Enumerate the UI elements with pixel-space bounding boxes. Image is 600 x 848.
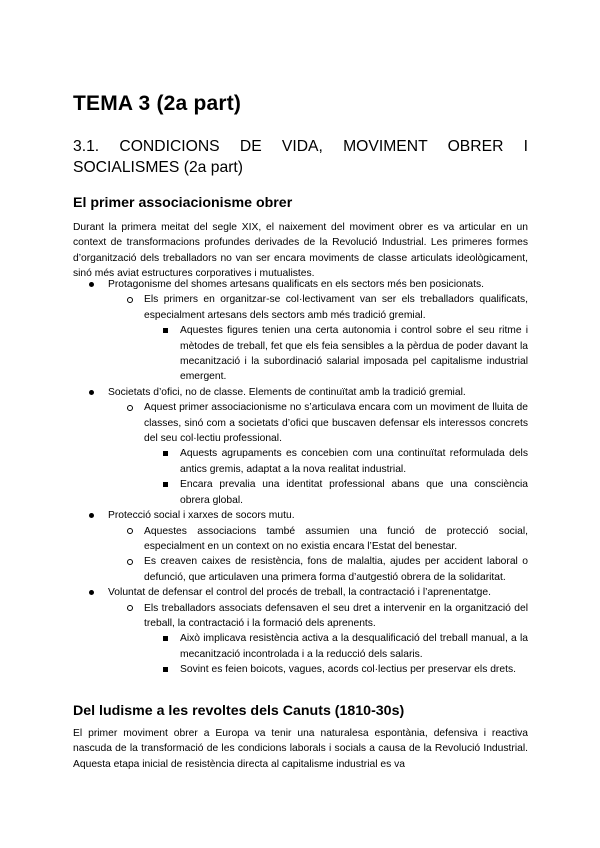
list-item xyxy=(73,662,528,677)
list-item xyxy=(73,554,528,585)
list-item xyxy=(73,524,528,555)
filled-square-bullet-icon xyxy=(163,631,168,646)
list-item-text: Voluntat de defensar el control del procés de treball, la contractació i l’aprenentatge. xyxy=(108,587,491,599)
list-item-text: Sovint es feien boicots, vagues, acords col·lectius per preservar els drets. xyxy=(180,664,516,676)
list-item-text: Els treballadors associats defensaven el seu dret a intervenir en la organització del treball, la contractació i la formació dels aprenents. xyxy=(144,602,528,629)
list-item xyxy=(73,446,528,477)
hollow-circle-bullet-icon xyxy=(127,601,133,616)
list-item-text: Aquestes figures tenien una certa autonomia i control sobre el seu ritme i mètodes de treball, fet que els feia sensibles a la pèrdua de poder davant la mecanització i la subordinació salarial imposada pel capitalisme industrial emergent. xyxy=(180,325,528,383)
list-item-text: Protecció social i xarxes de socors mutu. xyxy=(108,510,295,522)
hollow-circle-bullet-icon xyxy=(127,524,133,539)
filled-circle-bullet-icon xyxy=(89,385,94,400)
list-item-text: Aquest primer associacionisme no s’articulava encara com un moviment de lluita de classes, sinó com a societats d’ofici que buscaven defensar els interessos concrets del seu col·lectiu professional. xyxy=(144,402,528,445)
list-item-text: Els primers en organitzar-se col·lectivament van ser els treballadors qualificats, especialment artesans dels sectors amb més tradició gremial. xyxy=(144,294,528,321)
section-intro-paragraph: El primer moviment obrer a Europa va tenir una naturalesa espontània, defensiva i reactiva nascuda de la transformació de les condicions laborals i socials a causa de la Revolució Industrial. Aquesta etapa inicial de resistència directa al capitalisme industrial es va xyxy=(73,728,528,770)
filled-square-bullet-icon xyxy=(163,323,168,338)
list-item xyxy=(73,277,528,292)
list-item xyxy=(73,292,528,323)
hollow-circle-bullet-icon xyxy=(127,554,133,569)
list-item-text: Aquests agrupaments es concebien com una continuïtat reformulada dels antics gremis, adaptat a la nova realitat industrial. xyxy=(180,448,528,475)
section-intro-paragraph: Durant la primera meitat del segle XIX, el naixement del moviment obrer es va articular en un context de transformacions profundes derivades de la Revolució Industrial. Les primeres formes d’organització dels treballadors no van ser encara moviments de classe articulats ideològicament, sinó més aviat estructures corporatives i mutualistes. xyxy=(73,222,528,280)
list-item xyxy=(73,601,528,632)
list-item xyxy=(73,508,528,523)
list-item xyxy=(73,385,528,400)
section-heading-ludisme: Del ludisme a les revoltes dels Canuts (1810-30s) xyxy=(73,703,405,719)
list-item-text: Societats d’ofici, no de classe. Elements de continuïtat amb la tradició gremial. xyxy=(108,386,466,398)
hollow-circle-bullet-icon xyxy=(127,400,133,415)
list-item-text: Aquestes associacions també assumien una funció de protecció social, especialment en un context on no existia encara l’Estat del benestar. xyxy=(144,525,528,552)
list-item xyxy=(73,631,528,662)
list-item-text: Això implicava resistència activa a la desqualificació del treball manual, a la mecanització incontrolada i a la reducció dels salaris. xyxy=(180,633,528,660)
list-item xyxy=(73,477,528,508)
list-item xyxy=(73,400,528,446)
document-subtitle: 3.1. CONDICIONS DE VIDA, MOVIMENT OBRER I SOCIALISMES (2a part) xyxy=(73,138,528,176)
list-item-text: Encara prevalia una identitat professional abans que una consciència obrera global. xyxy=(180,479,528,506)
hollow-circle-bullet-icon xyxy=(127,292,133,307)
section-heading-associacionisme: El primer associacionisme obrer xyxy=(73,195,293,211)
filled-square-bullet-icon xyxy=(163,446,168,461)
document-title: TEMA 3 (2a part) xyxy=(73,92,242,115)
filled-square-bullet-icon xyxy=(163,477,168,492)
filled-circle-bullet-icon xyxy=(89,508,94,523)
list-item xyxy=(73,585,528,600)
list-item-text: Protagonisme del shomes artesans qualificats en els sectors més ben posicionats. xyxy=(108,279,485,290)
bullet-list xyxy=(73,277,528,678)
filled-circle-bullet-icon xyxy=(89,277,94,292)
list-item-text: Es creaven caixes de resistència, fons de malaltia, ajudes per accident laboral o defunció, que articulaven una primera forma d’autgestió obrera de la solidaritat. xyxy=(144,556,528,583)
filled-circle-bullet-icon xyxy=(89,585,94,600)
filled-square-bullet-icon xyxy=(163,662,168,677)
list-item xyxy=(73,323,528,385)
